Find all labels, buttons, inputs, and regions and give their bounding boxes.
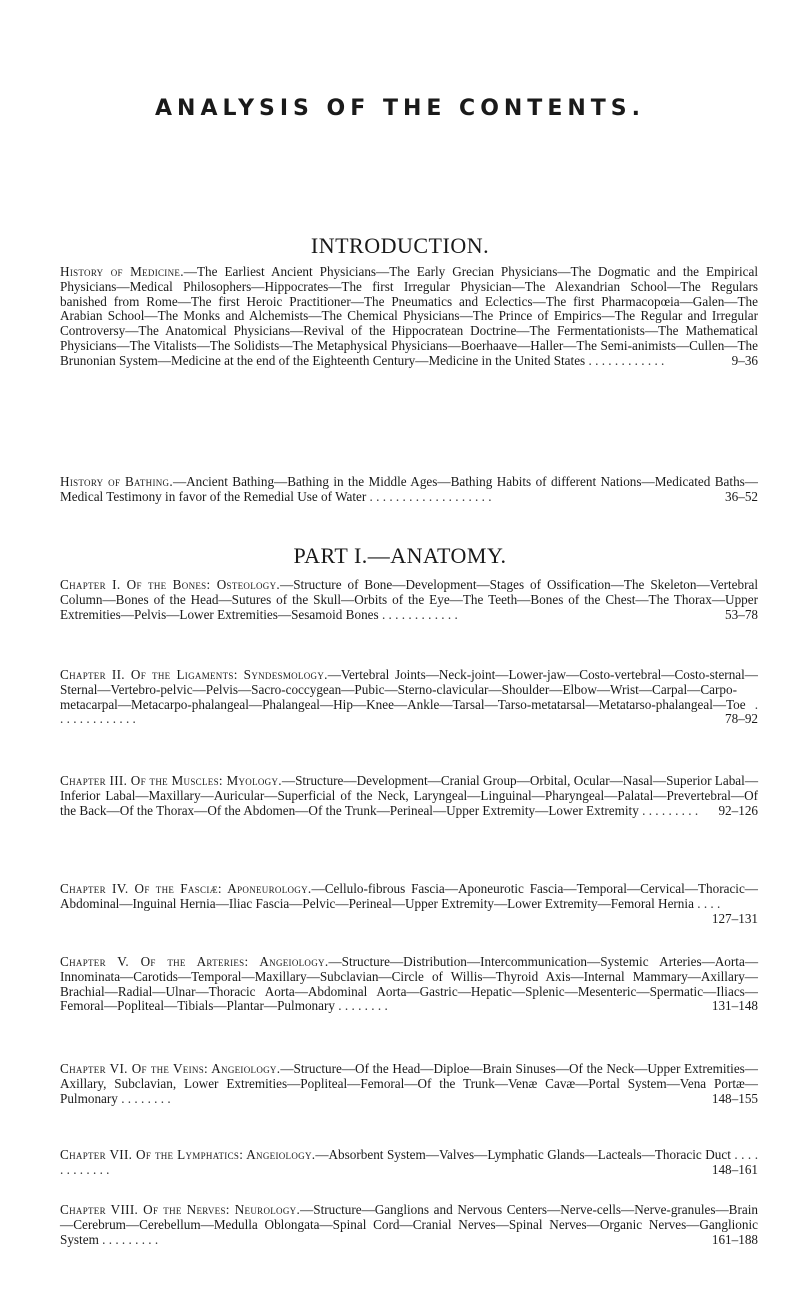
entry-text: —The Earliest Ancient Physicians—The Early Grecian Physicians—The Dogmatic and the Empirical Physicians—Medical Philosophers—Hippocrates—The first Irregular Physician—The Alexandrian School—The Regulars banished from Rome—The first Heroic Practitioner—The Pneumatics and Eclectics—The first Pharmacopœia—Galen—The Arabian School—The Monks and Alchemists—The Chemical Physicians—The Prince of Empirics—The Regular and Irregular Controversy—The Anatomical Physicians—Revival of the Hippocratean Doctrine—The Fermentationists—The Mathematical Physicians—The Vitalists—The Solidists—The Metaphysical Physicians—Boerhaave—Haller—The Semi-animists—Cullen—The Brunonian System—Medicine at the end of the Eighteenth Century—Medicine in the United States — [60, 264, 758, 368]
toc-entry-chapter-8: Chapter VIII. Of the Nerves: Neurology.—Structure—Ganglions and Nervous Centers—Nerve-cells—Nerve-granules—Brain—Cerebrum—Cerebellum—Medulla Oblongata—Spinal Cord—Cranial Nerves—Spinal Nerves—Organic Nerves—Ganglionic System . . . . . . . . . 161–188 — [60, 1202, 758, 1247]
entry-heading: Chapter VI. Of the Veins: Angeiology. — [60, 1061, 281, 1076]
entry-text: —Structure—Distribution—Intercommunication—Systemic Arteries—Aorta—Innominata—Carotids—Temporal—Maxillary—Subclavian—Circle of Willis—Thyroid Axis—Internal Mammary—Axillary—Brachial—Radial—Ulnar—Thoracic Aorta—Abdominal Aorta—Gastric—Hepatic—Splenic—Mesenteric—Spermatic—Iliacs—Femoral—Popliteal—Tibials—Plantar—Pulmonary — [60, 954, 759, 1014]
entry-page-range: 161–188 — [711, 1231, 758, 1247]
toc-entry-history-of-medicine: History of Medicine.—The Earliest Ancient Physicians—The Early Grecian Physicians—The Dogmatic and the Empirical Physicians—Medical Philosophers—Hippocrates—The first Irregular Physician—The Alexandrian School—The Regulars banished from Rome—The first Heroic Practitioner—The Pneumatics and Eclectics—The first Pharmacopœia—Galen—The Arabian School—The Monks and Alchemists—The Chemical Physicians—The Prince of Empirics—The Regular and Irregular Controversy—The Anatomical Physicians—Revival of the Hippocratean Doctrine—The Fermentationists—The Mathematical Physicians—The Vitalists—The Solidists—The Metaphysical Physicians—Boerhaave—Haller—The Semi-animists—Cullen—The Brunonian System—Medicine at the end of the Eighteenth Century—Medicine in the United States . . . . . . . . . . . . 9–36 — [60, 264, 758, 368]
entry-page-range: 148–155 — [711, 1090, 758, 1106]
page-title: ANALYSIS OF THE CONTENTS. — [155, 96, 645, 121]
part-one-heading: PART I.—ANATOMY. — [293, 543, 507, 568]
entry-heading: Chapter V. Of the Arteries: Angeiology. — [60, 954, 329, 969]
entry-text: —Structure of Bone—Development—Stages of Ossification—The Skeleton—Vertebral Column—Bones of the Head—Sutures of the Skull—Orbits of the Eye—The Teeth—Bones of the Chest—The Thorax—Upper Extremities—Pelvis—Lower Extremities—Sesamoid Bones — [60, 577, 758, 622]
entry-page-range: 53–78 — [725, 606, 758, 622]
toc-entry-chapter-7: Chapter VII. Of the Lymphatics: Angeiology.—Absorbent System—Valves—Lymphatic Glands—Lacteals—Thoracic Duct . . . . . . . . . . . . 148–161 — [60, 1147, 758, 1177]
entry-heading: Chapter VIII. Of the Nerves: Neurology. — [60, 1202, 301, 1217]
toc-entry-history-of-bathing: History of Bathing.—Ancient Bathing—Bathing in the Middle Ages—Bathing Habits of different Nations—Medicated Baths—Medical Testimony in favor of the Remedial Use of Water . . . . . . . . . . . . . . . . . . . 36–52 — [60, 474, 758, 504]
toc-entry-chapter-6: Chapter VI. Of the Veins: Angeiology.—Structure—Of the Head—Diploe—Brain Sinuses—Of the Neck—Upper Extremities—Axillary, Subclavian, Lower Extremities—Popliteal—Femoral—Of the Trunk—Venæ Cavæ—Portal System—Vena Portæ—Pulmonary . . . . . . . . 148–155 — [60, 1061, 758, 1106]
toc-entry-chapter-3: Chapter III. Of the Muscles: Myology.—Structure—Development—Cranial Group—Orbital, Ocular—Nasal—Superior Labal—Inferior Labal—Maxillary—Auricular—Superficial of the Neck, Laryngeal—Linguinal—Pharyngeal—Palatal—Prevertebral—Of the Back—Of the Thorax—Of the Abdomen—Of the Trunk—Perineal—Upper Extremity—Lower Extremity . . . . . . . . . 92–126 — [60, 773, 759, 818]
toc-entry-chapter-4: Chapter IV. Of the Fasciæ: Aponeurology.—Cellulo-fibrous Fascia—Aponeurotic Fascia—Temporal—Cervical—Thoracic—Abdominal—Inguinal Hernia—Iliac Fascia—Pelvic—Perineal—Upper Extremity—Lower Extremity—Femoral Hernia . . . . 127–131 — [60, 881, 758, 926]
entry-text: —Structure—Development—Cranial Group—Orbital, Ocular—Nasal—Superior Labal—Inferior Labal—Maxillary—Auricular—Superficial of the Neck, Laryngeal—Linguinal—Pharyngeal—Palatal—Prevertebral—Of the Back—Of the Thorax—Of the Abdomen—Of the Trunk—Perineal—Upper Extremity—Lower Extremity — [60, 773, 759, 818]
entry-heading: Chapter III. Of the Muscles: Myology. — [60, 773, 282, 788]
toc-entry-chapter-5: Chapter V. Of the Arteries: Angeiology.—Structure—Distribution—Intercommunication—Systemic Arteries—Aorta—Innominata—Carotids—Temporal—Maxillary—Subclavian—Circle of Willis—Thyroid Axis—Internal Mammary—Axillary—Brachial—Radial—Ulnar—Thoracic Aorta—Abdominal Aorta—Gastric—Hepatic—Splenic—Mesenteric—Spermatic—Iliacs—Femoral—Popliteal—Tibials—Plantar—Pulmonary . . . . . . . . 131–148 — [60, 954, 759, 1014]
introduction-heading: INTRODUCTION. — [310, 233, 490, 258]
entry-heading: Chapter VII. Of the Lymphatics: Angeiology. — [60, 1147, 316, 1162]
entry-text: —Ancient Bathing—Bathing in the Middle Ages—Bathing Habits of different Nations—Medicated Baths—Medical Testimony in favor of the Remedial Use of Water — [60, 474, 758, 504]
entry-heading: History of Bathing. — [60, 474, 173, 489]
toc-entry-chapter-2: Chapter II. Of the Ligaments: Syndesmology.—Vertebral Joints—Neck-joint—Lower-jaw—Costo-vertebral—Costo-sternal—Sternal—Vertebro-pelvic—Pelvis—Sacro-coccygean—Pubic—Sterno-clavicular—Shoulder—Elbow—Wrist—Carpal—Carpo-metacarpal—Metacarpo-phalangeal—Phalangeal—Hip—Knee—Ankle—Tarsal—Tarso-metatarsal—Metatarso-phalangeal—Toe . . . . . . . . . . . . . 78–92 — [60, 667, 758, 727]
entry-page-range: 36–52 — [725, 488, 758, 504]
entry-heading: Chapter I. Of the Bones: Osteology. — [60, 577, 281, 592]
entry-text: —Structure—Of the Head—Diploe—Brain Sinuses—Of the Neck—Upper Extremities—Axillary, Subclavian, Lower Extremities—Popliteal—Femoral—Of the Trunk—Venæ Cavæ—Portal System—Vena Portæ—Pulmonary — [60, 1061, 758, 1106]
entry-page-range: 9–36 — [731, 352, 758, 368]
entry-heading: Chapter II. Of the Ligaments: Syndesmology. — [60, 667, 328, 682]
entry-heading: History of Medicine. — [60, 264, 184, 279]
entry-text: —Structure—Ganglions and Nervous Centers—Nerve-cells—Nerve-granules—Brain—Cerebrum—Cerebellum—Medulla Oblongata—Spinal Cord—Cranial Nerves—Spinal Nerves—Organic Nerves—Ganglionic System — [60, 1202, 758, 1247]
entry-page-range: 131–148 — [711, 998, 758, 1014]
entry-page-range: 148–161 — [711, 1161, 758, 1177]
entry-text: —Vertebral Joints—Neck-joint—Lower-jaw—Costo-vertebral—Costo-sternal—Sternal—Vertebro-pelvic—Pelvis—Sacro-coccygean—Pubic—Sterno-clavicular—Shoulder—Elbow—Wrist—Carpal—Carpo-metacarpal—Metacarpo-phalangeal—Phalangeal—Hip—Knee—Ankle—Tarsal—Tarso-metatarsal—Metatarso-phalangeal—Toe — [60, 667, 758, 712]
entry-text: —Absorbent System—Valves—Lymphatic Glands—Lacteals—Thoracic Duct — [315, 1147, 731, 1162]
toc-entry-chapter-1: Chapter I. Of the Bones: Osteology.—Structure of Bone—Development—Stages of Ossification—The Skeleton—Vertebral Column—Bones of the Head—Sutures of the Skull—Orbits of the Eye—The Teeth—Bones of the Chest—The Thorax—Upper Extremities—Pelvis—Lower Extremities—Sesamoid Bones . . . . . . . . . . . . 53–78 — [60, 577, 758, 622]
entry-page-range: 127–131 — [711, 910, 758, 926]
entry-text: —Cellulo-fibrous Fascia—Aponeurotic Fascia—Temporal—Cervical—Thoracic—Abdominal—Inguinal Hernia—Iliac Fascia—Pelvic—Perineal—Upper Extremity—Lower Extremity—Femoral Hernia — [60, 881, 758, 911]
entry-page-range: 78–92 — [725, 711, 758, 727]
entry-page-range: 92–126 — [718, 802, 758, 818]
entry-heading: Chapter IV. Of the Fasciæ: Aponeurology. — [60, 881, 312, 896]
